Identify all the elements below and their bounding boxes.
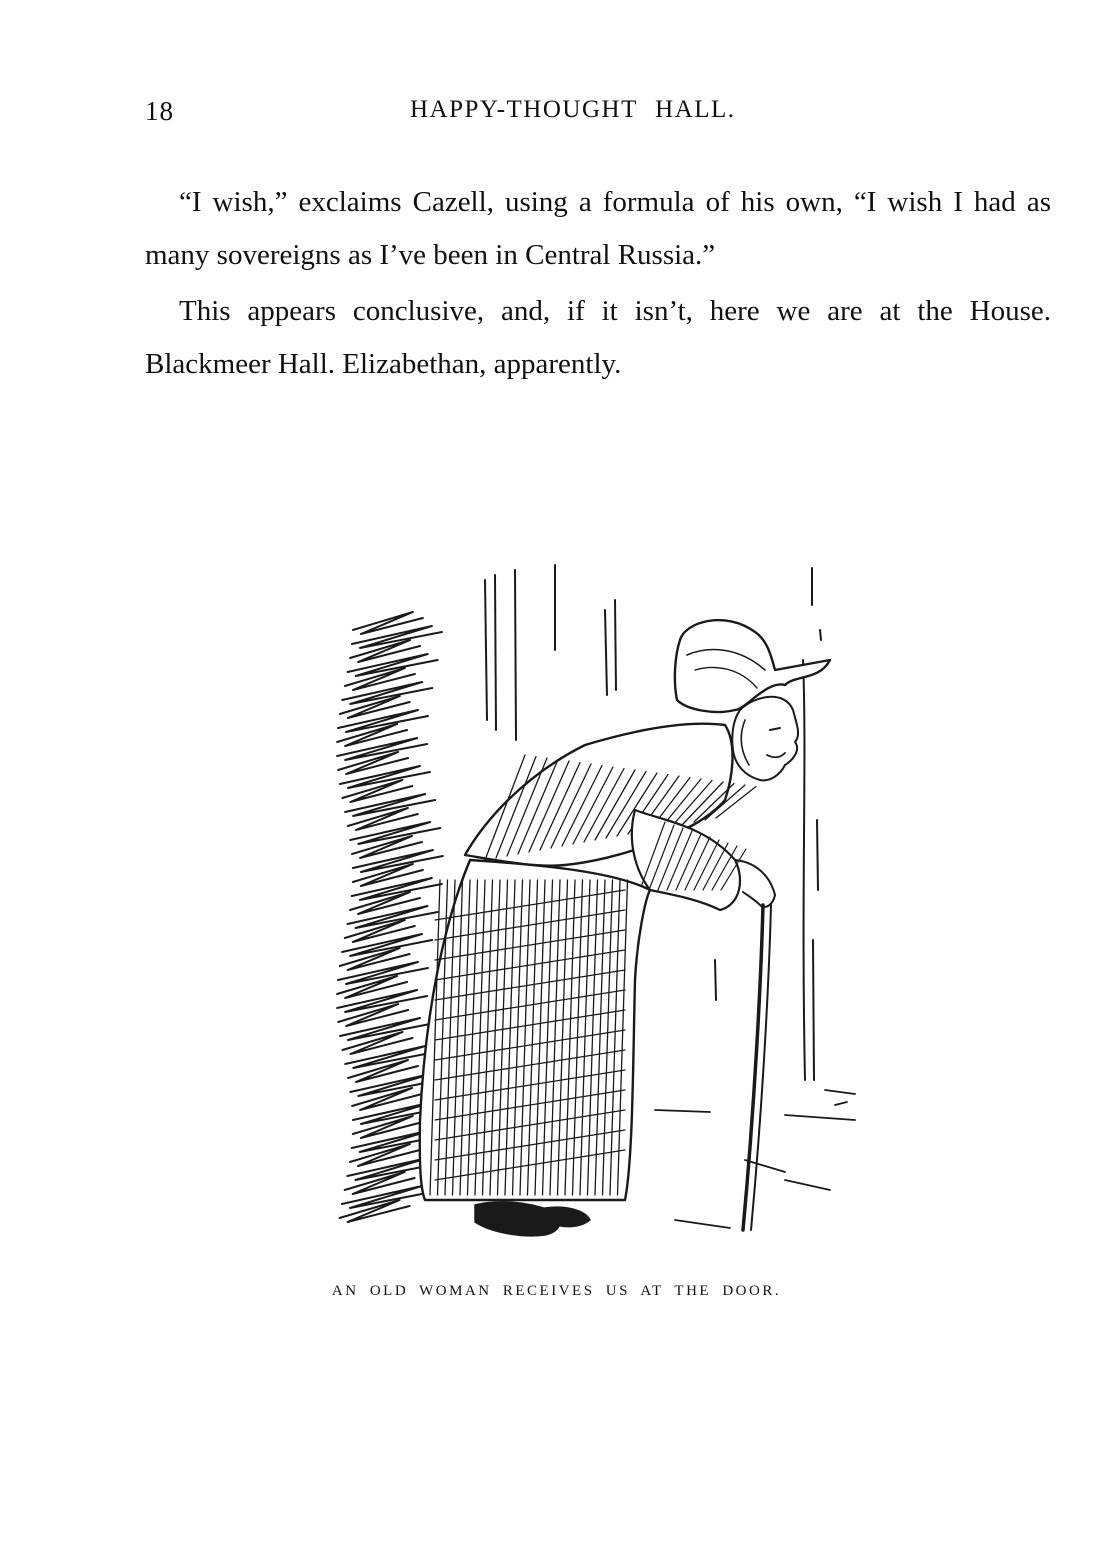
page-number: 18 [145,96,174,126]
running-title: HAPPY-THOUGHT HALL. [410,96,736,123]
page-header [145,96,1055,136]
illustration-old-woman [315,560,875,1250]
paragraph-2: This appears conclusive, and, if it isn’t, here we are at the House. Blackmeer Hall. Elizabethan, apparently. [145,295,1051,380]
body-text [145,176,1051,394]
paragraph-1: “I wish,” exclaims Cazell, using a formula of his own, “I wish I had as many sovereigns as I’ve been in Central Russia.” [145,186,1051,271]
illustration-caption: AN OLD WOMAN RECEIVES US AT THE DOOR. [331,1283,782,1299]
illustration-drawing [315,560,875,1250]
